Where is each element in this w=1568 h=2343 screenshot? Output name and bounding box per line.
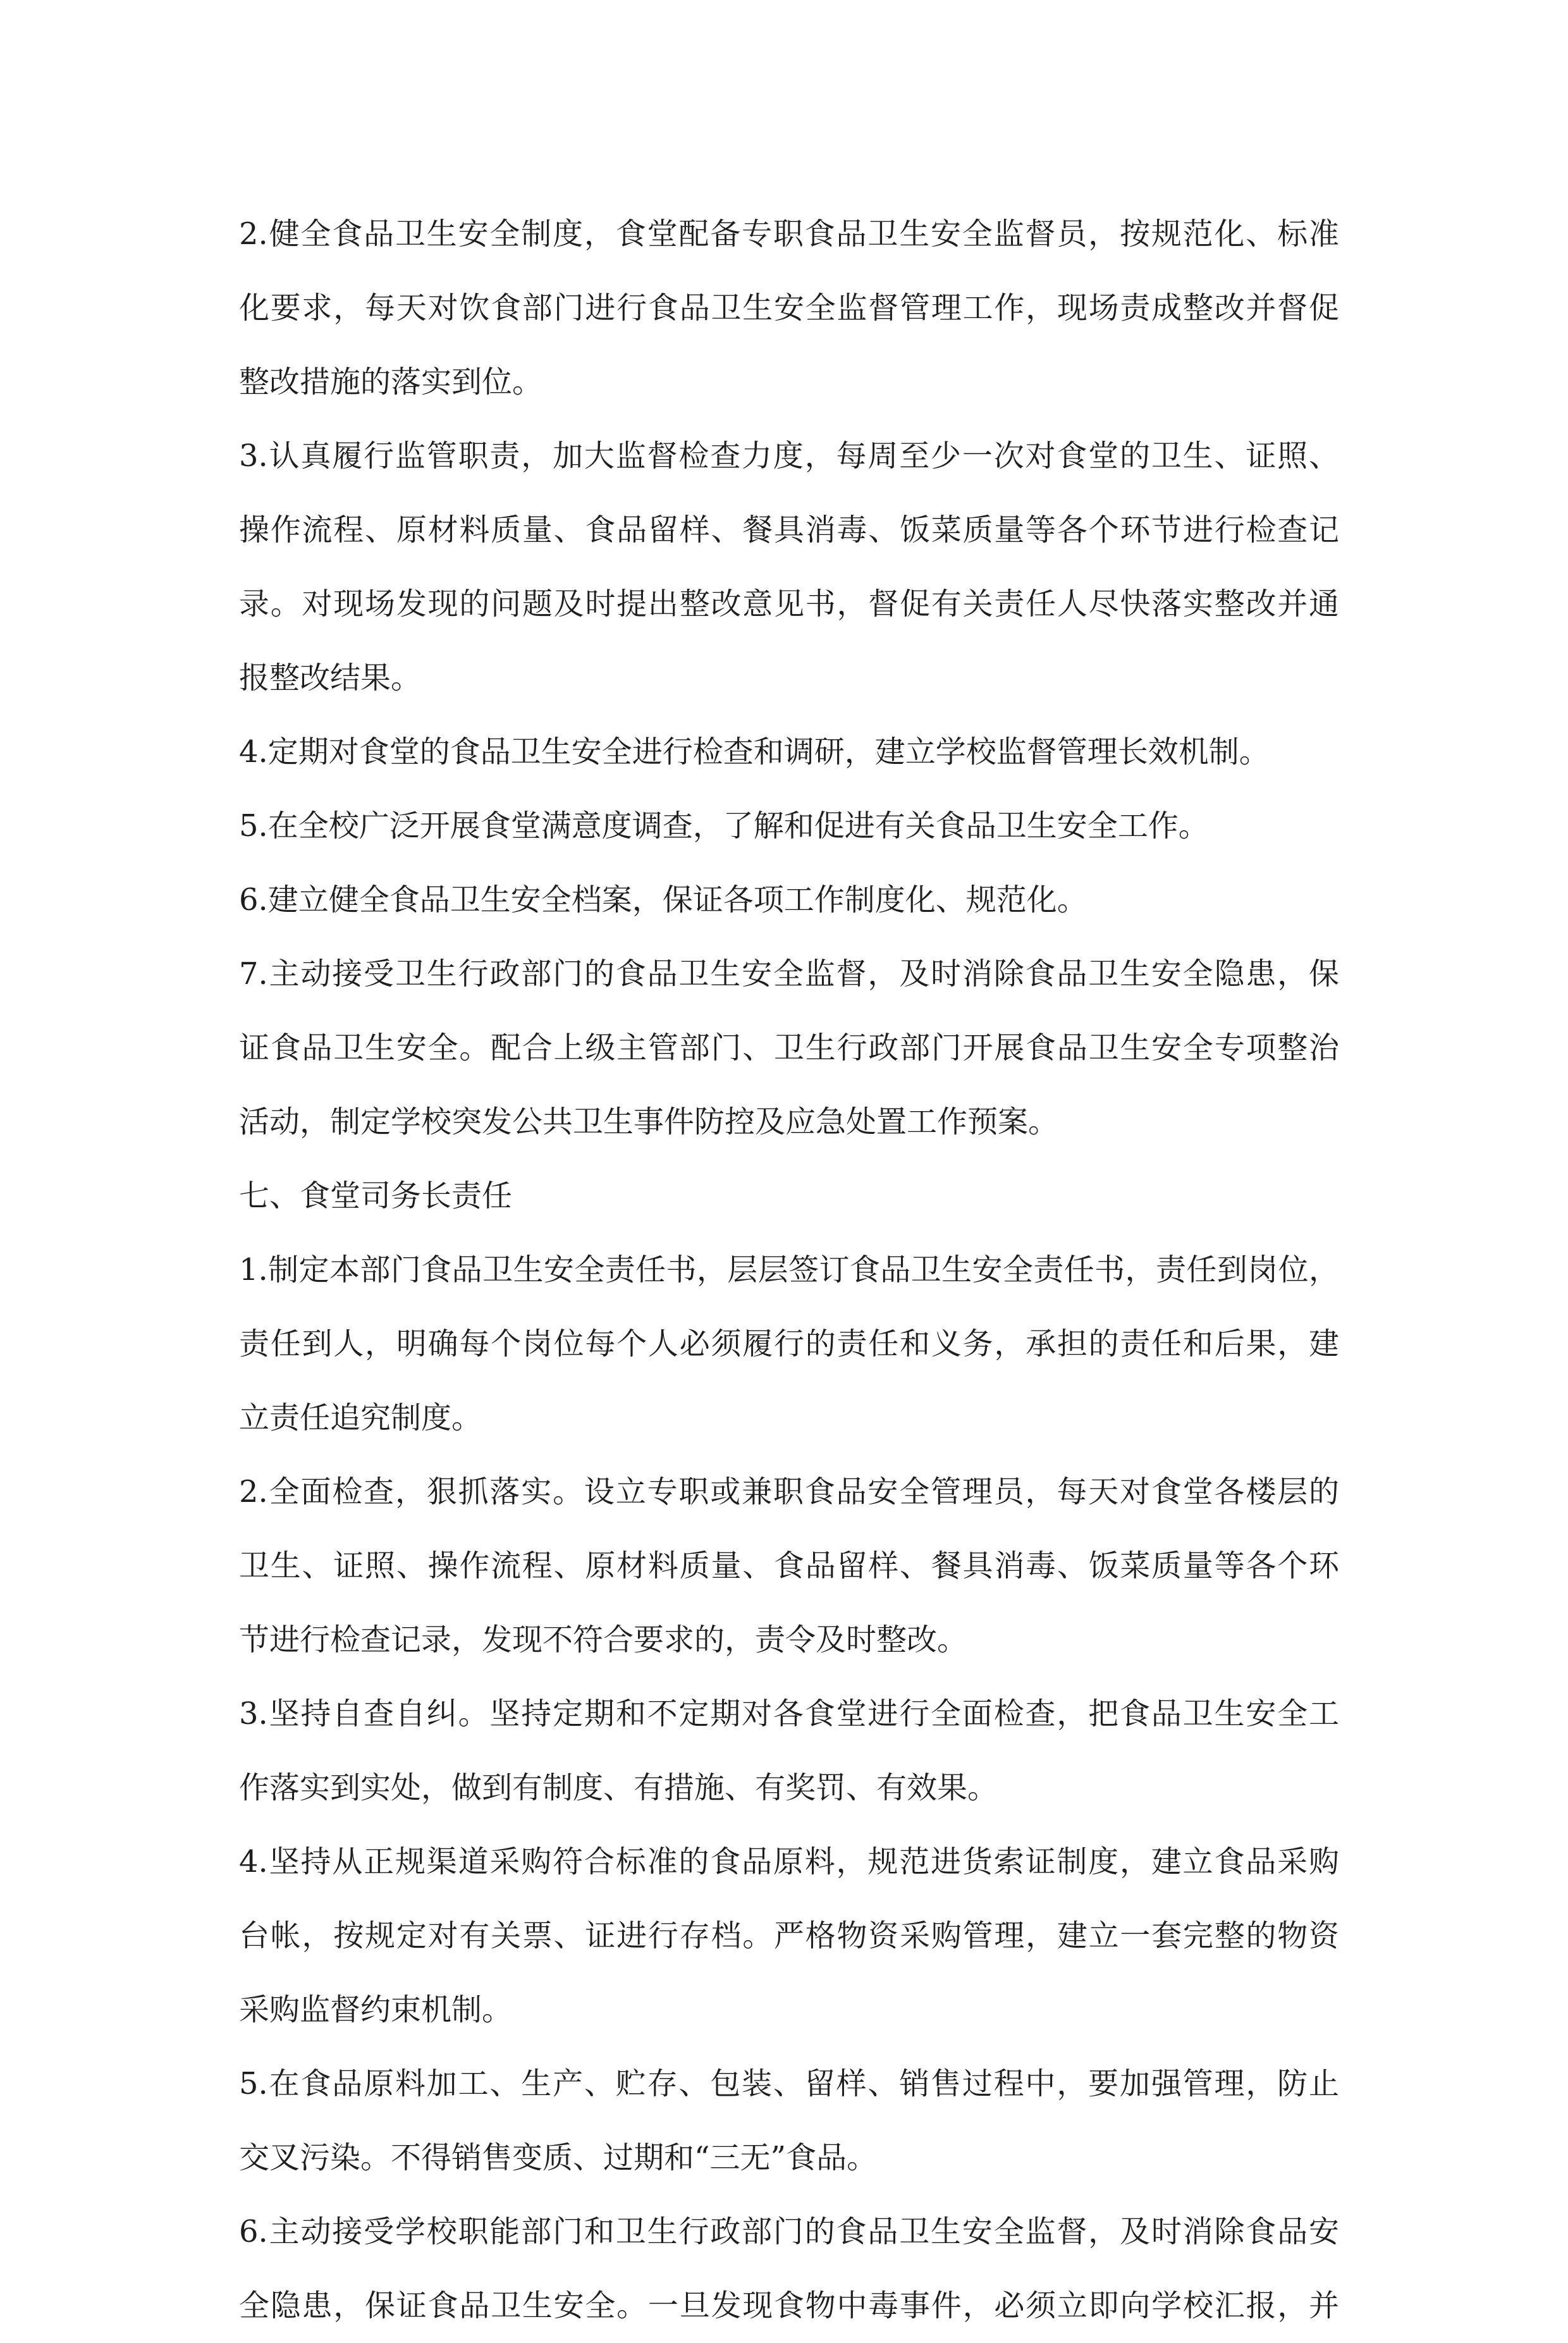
text-line: 台帐，按规定对有关票、证进行存档。严格物资采购管理，建立一套完整的物资 <box>239 1918 1339 1953</box>
text-line: 3.坚持自查自纠。坚持定期和不定期对各食堂进行全面检查，把食品卫生安全工 <box>239 1696 1339 1731</box>
text-line: 采购监督约束机制。 <box>239 1992 513 2027</box>
text-line: 5.在全校广泛开展食堂满意度调查，了解和促进有关食品卫生安全工作。 <box>239 808 1209 844</box>
text-line: 7.主动接受卫生行政部门的食品卫生安全监督，及时消除食品卫生安全隐患，保 <box>239 956 1339 992</box>
text-line: 6.主动接受学校职能部门和卫生行政部门的食品卫生安全监督，及时消除食品安 <box>239 2214 1339 2249</box>
text-line: 操作流程、原材料质量、食品留样、餐具消毒、饭菜质量等各个环节进行检查记 <box>239 512 1339 548</box>
text-line: 活动，制定学校突发公共卫生事件防控及应急处置工作预案。 <box>239 1104 1059 1140</box>
text-line: 立责任追究制度。 <box>239 1400 482 1436</box>
text-line: 化要求，每天对饮食部门进行食品卫生安全监督管理工作，现场责成整改并督促 <box>239 290 1339 326</box>
text-line: 1.制定本部门食品卫生安全责任书，层层签订食品卫生安全责任书，责任到岗位， <box>239 1252 1339 1288</box>
text-line: 报整改结果。 <box>239 660 422 696</box>
text-line: 七、食堂司务长责任 <box>239 1178 513 1214</box>
text-line: 4.坚持从正规渠道采购符合标准的食品原料，规范进货索证制度，建立食品采购 <box>239 1844 1339 1879</box>
text-line: 3.认真履行监管职责，加大监督检查力度，每周至少一次对食堂的卫生、证照、 <box>239 438 1339 474</box>
text-line: 证食品卫生安全。配合上级主管部门、卫生行政部门开展食品卫生安全专项整治 <box>239 1030 1339 1066</box>
text-line: 录。对现场发现的问题及时提出整改意见书，督促有关责任人尽快落实整改并通 <box>239 586 1339 622</box>
text-line: 整改措施的落实到位。 <box>239 364 543 400</box>
text-line: 交叉污染。不得销售变质、过期和“三无”食品。 <box>239 2140 878 2175</box>
text-line: 作落实到实处，做到有制度、有措施、有奖罚、有效果。 <box>239 1770 998 1805</box>
text-line: 节进行检查记录，发现不符合要求的，责令及时整改。 <box>239 1622 968 1657</box>
text-line: 4.定期对食堂的食品卫生安全进行检查和调研，建立学校监督管理长效机制。 <box>239 734 1270 770</box>
text-line: 全隐患，保证食品卫生安全。一旦发现食物中毒事件，必须立即向学校汇报，并 <box>239 2288 1339 2323</box>
text-line: 责任到人，明确每个岗位每个人必须履行的责任和义务，承担的责任和后果，建 <box>239 1326 1339 1362</box>
text-line: 2.健全食品卫生安全制度，食堂配备专职食品卫生安全监督员，按规范化、标准 <box>239 216 1339 252</box>
text-line: 2.全面检查，狠抓落实。设立专职或兼职食品安全管理员，每天对食堂各楼层的 <box>239 1474 1339 1510</box>
document-body <box>239 197 1339 2343</box>
text-line: 6.建立健全食品卫生安全档案，保证各项工作制度化、规范化。 <box>239 882 1087 918</box>
text-line: 卫生、证照、操作流程、原材料质量、食品留样、餐具消毒、饭菜质量等各个环 <box>239 1548 1339 1584</box>
text-line: 5.在食品原料加工、生产、贮存、包装、留样、销售过程中，要加强管理，防止 <box>239 2066 1339 2101</box>
